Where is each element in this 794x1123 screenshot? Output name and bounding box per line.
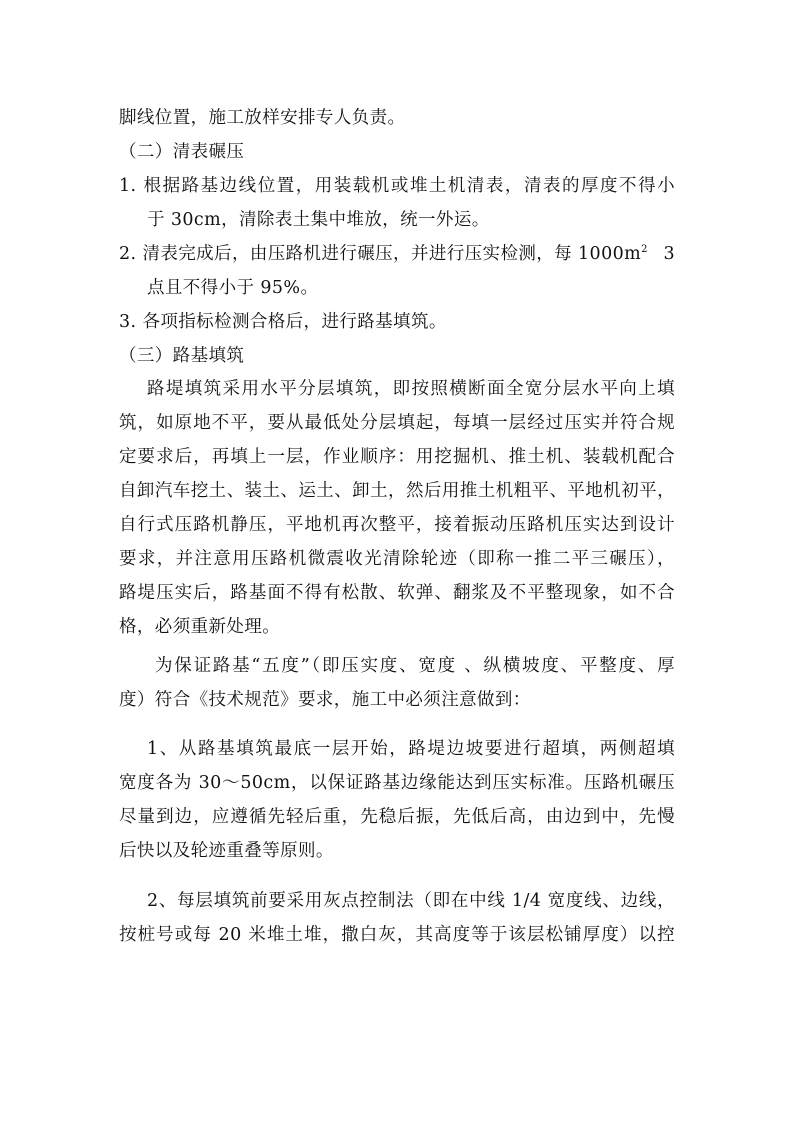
superscript: 2 [641,244,648,256]
list-item: 3. 各项指标检测合格后，进行路基填筑。 [119,312,447,332]
paragraph-line: 路堤填筑采用水平分层填筑，即按照横断面全宽分层水平向上填 [147,379,675,399]
paragraph-line: 2、每层填筑前要采用灰点控制法（即在中线 1/4 宽度线、边线， [147,891,675,911]
list-item-continuation: 点且不得小于 95%。 [147,278,319,298]
paragraph-line: 自行式压路机静压，平地机再次整平，接着振动压路机压实达到设计 [119,515,675,535]
list-item [119,242,675,266]
list-item-continuation: 于 30cm，清除表土集中堆放，统一外运。 [147,210,490,230]
paragraph-line: 尽量到边，应遵循先轻后重，先稳后振，先低后高，由边到中，先慢 [119,807,675,827]
paragraph-line: 1、从路基填筑最底一层开始，路堤边坡要进行超填，两侧超填 [147,739,675,759]
text-line: 脚线位置，施工放样安排专人负责。 [119,108,406,128]
paragraph-line: 宽度各为 30～50cm，以保证路基边缘能达到压实标准。压路机碾压 [119,773,675,793]
paragraph-line: 后快以及轮迹重叠等原则。 [119,841,334,861]
list-item: 1. 根据路基边线位置，用装载机或堆土机清表，清表的厚度不得小 [119,176,675,196]
list-item-tail: 3 [663,244,675,264]
paragraph-line: 筑，如原地不平，要从最低处分层填起，每填一层经过压实并符合规 [119,413,675,433]
paragraph-line: 为保证路基“五度”（即压实度、宽度 、纵横坡度、平整度、厚 [155,656,675,676]
section-heading: （二）清表碾压 [119,142,245,162]
list-item-text: 2. 清表完成后，由压路机进行碾压，并进行压实检测，每 1000m [119,244,642,264]
section-heading: （三）路基填筑 [119,346,245,366]
paragraph-line: 格，必须重新处理。 [119,617,281,637]
paragraph-line: 按桩号或每 20 米堆土堆，撒白灰，其高度等于该层松铺厚度）以控 [119,925,675,945]
paragraph-line: 要求，并注意用压路机微震收光清除轮迹（即称一推二平三碾压）， [119,549,675,569]
paragraph-line: 度）符合《技术规范》要求，施工中必须注意做到： [119,690,531,710]
paragraph-line: 路堤压实后，路基面不得有松散、软弹、翻浆及不平整现象，如不合 [119,583,675,603]
paragraph-line: 定要求后，再填上一层，作业顺序：用挖掘机、推土机、装载机配合 [119,447,675,467]
paragraph-line: 自卸汽车挖土、装土、运土、卸土，然后用推土机粗平、平地机初平， [119,481,675,501]
